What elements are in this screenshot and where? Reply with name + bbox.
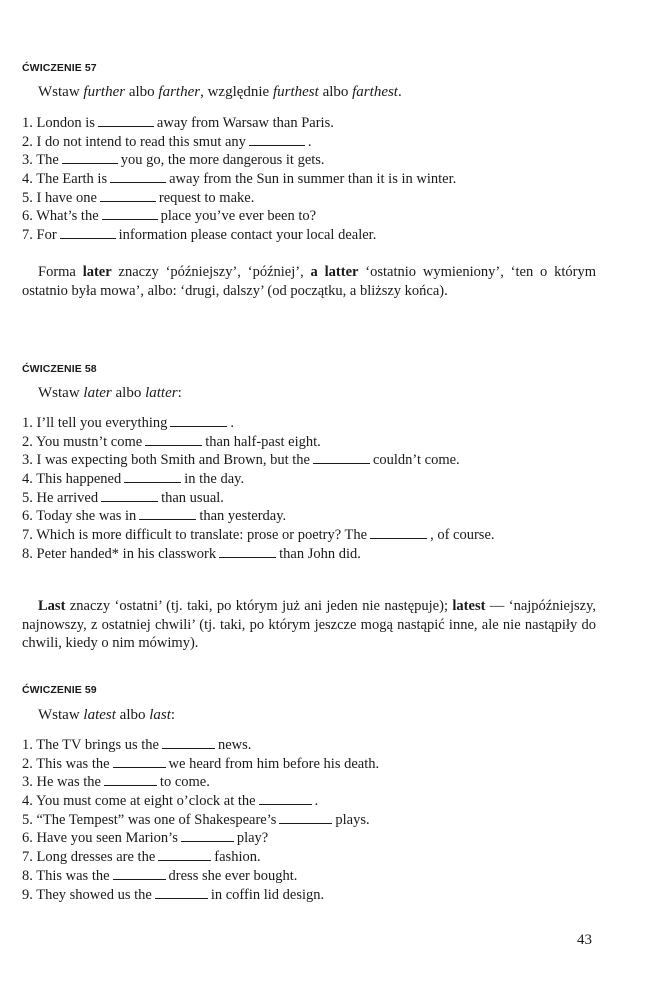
list-item: 7. Which is more difficult to translate: prose or poetry? The , of course. bbox=[22, 527, 495, 544]
answer-blank[interactable] bbox=[162, 736, 215, 749]
last-latest-note: Last znaczy ‘ostatni’ (tj. taki, po którym już ani jeden nie następuje); latest — ‘najpóźniejszy, najnowszy, z ostatniej chwili’ (tj. taki, po którym jeszcze mogą nastąpić inne, ale nie nastąpiły do chwili, kiedy o nim mówimy). bbox=[22, 598, 597, 651]
page-number: 43 bbox=[577, 932, 592, 948]
list-item: 1. I’ll tell you everything . bbox=[22, 415, 234, 431]
exercise-57-heading: ĆWICZENIE 57 bbox=[22, 62, 97, 74]
answer-blank[interactable] bbox=[124, 470, 181, 483]
answer-blank[interactable] bbox=[113, 867, 166, 880]
list-item: 6. What’s the place you’ve ever been to? bbox=[22, 208, 317, 225]
list-item: 8. Peter handed* in his classwork than John did. bbox=[22, 545, 361, 562]
answer-blank[interactable] bbox=[313, 451, 370, 464]
list-item: 2. I do not intend to read this smut any . bbox=[22, 133, 312, 150]
list-item: 5. He arrived than usual. bbox=[22, 489, 224, 506]
answer-blank[interactable] bbox=[181, 829, 234, 842]
answer-blank[interactable] bbox=[219, 545, 276, 558]
list-item: 4. You must come at eight o’clock at the . bbox=[22, 793, 319, 810]
answer-blank[interactable] bbox=[139, 507, 196, 520]
answer-blank[interactable] bbox=[62, 151, 118, 164]
list-item: 2. This was the we heard from him before his death. bbox=[22, 755, 380, 772]
answer-blank[interactable] bbox=[101, 489, 158, 502]
answer-blank[interactable] bbox=[60, 226, 116, 239]
exercise-59-heading: ĆWICZENIE 59 bbox=[22, 684, 97, 696]
exercise-59-instruction: Wstaw latest albo last: bbox=[38, 707, 176, 723]
list-item: 1. London is away from Warsaw than Paris. bbox=[22, 115, 334, 131]
answer-blank[interactable] bbox=[145, 433, 202, 446]
answer-blank[interactable] bbox=[259, 792, 312, 805]
answer-blank[interactable] bbox=[170, 414, 227, 427]
list-item: 5. I have one request to make. bbox=[22, 189, 255, 206]
exercise-57-list bbox=[22, 114, 456, 245]
list-item: 4. This happened in the day. bbox=[22, 471, 245, 488]
list-item: 8. This was the dress she ever bought. bbox=[22, 867, 298, 884]
list-item: 5. “The Tempest” was one of Shakespeare’s plays. bbox=[22, 811, 370, 828]
answer-blank[interactable] bbox=[155, 886, 208, 899]
list-item: 4. The Earth is away from the Sun in summer than it is in winter. bbox=[22, 171, 457, 188]
list-item: 6. Have you seen Marion’s play? bbox=[22, 830, 269, 847]
list-item: 6. Today she was in than yesterday. bbox=[22, 508, 287, 525]
exercise-58-instruction: Wstaw later albo latter: bbox=[38, 385, 182, 401]
exercise-58-list bbox=[22, 414, 495, 564]
answer-blank[interactable] bbox=[370, 526, 427, 539]
list-item: 2. You mustn’t come than half-past eight. bbox=[22, 433, 321, 450]
exercise-57-instruction: Wstaw further albo farther, względnie furthest albo farthest. bbox=[38, 84, 402, 100]
list-item: 7. For information please contact your local dealer. bbox=[22, 227, 377, 244]
answer-blank[interactable] bbox=[104, 773, 157, 786]
list-item: 1. The TV brings us the news. bbox=[22, 737, 252, 753]
later-latter-note: Forma later znaczy ‘późniejszy’, ‘później’, a latter ‘ostatnio wymieniony’, ‘ten o którym ostatnio była mowa’, albo: ‘drugi, dalszy’ (od początku, a bliższy końca). bbox=[22, 264, 597, 299]
answer-blank[interactable] bbox=[100, 189, 156, 202]
list-item: 7. Long dresses are the fashion. bbox=[22, 849, 261, 866]
answer-blank[interactable] bbox=[102, 207, 158, 220]
list-item: 9. They showed us the in coffin lid design. bbox=[22, 886, 325, 903]
list-item: 3. He was the to come. bbox=[22, 774, 210, 791]
list-item: 3. The you go, the more dangerous it gets. bbox=[22, 152, 325, 169]
answer-blank[interactable] bbox=[279, 811, 332, 824]
list-item: 3. I was expecting both Smith and Brown, but the couldn’t come. bbox=[22, 452, 460, 469]
answer-blank[interactable] bbox=[110, 170, 166, 183]
exercise-58-heading: ĆWICZENIE 58 bbox=[22, 363, 97, 375]
answer-blank[interactable] bbox=[98, 114, 154, 127]
exercise-59-list bbox=[22, 736, 379, 904]
answer-blank[interactable] bbox=[249, 133, 305, 146]
answer-blank[interactable] bbox=[158, 848, 211, 861]
answer-blank[interactable] bbox=[113, 755, 166, 768]
